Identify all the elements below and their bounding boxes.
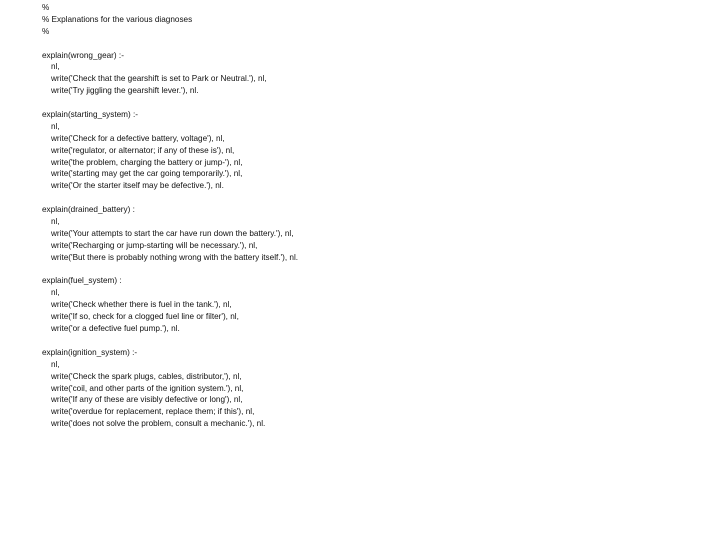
clause-body-line: write('Recharging or jump-starting will be necessary.'), nl,	[51, 240, 258, 250]
clause-body-line: write('If so, check for a clogged fuel line or filter'), nl,	[51, 312, 239, 322]
clause-head: explain(starting_system) :-	[42, 110, 139, 120]
clause-body-line: write('Check that the gearshift is set to Park or Neutral.'), nl,	[51, 74, 267, 84]
clause-body-line: write('But there is probably nothing wrong with the battery itself.'), nl.	[51, 252, 299, 262]
clause-body-line: write('regulator, or alternator; if any of these is'), nl,	[51, 145, 235, 155]
blank-line	[42, 264, 298, 276]
clause-head: explain(drained_battery) :	[42, 205, 135, 215]
clause-body-line: nl,	[51, 359, 60, 369]
clause-body-line: write('Check whether there is fuel in the tank.'), nl,	[51, 300, 232, 310]
clause-head: explain(fuel_system) :	[42, 276, 122, 286]
clause-body-line: write('Your attempts to start the car have run down the battery.'), nl,	[51, 228, 294, 238]
clause-body-line: write('If any of these are visibly defective or long'), nl,	[51, 395, 243, 405]
comment-line: %	[42, 26, 50, 36]
blank-line	[42, 192, 298, 204]
clause-fuel-system	[42, 275, 298, 334]
clause-body-line: nl,	[51, 62, 60, 72]
blank-line	[42, 335, 298, 347]
clause-body-line: write('the problem, charging the battery or jump-'), nl,	[51, 157, 243, 167]
clause-ignition-system	[42, 347, 298, 430]
prolog-source-listing	[42, 2, 298, 430]
clause-body-line: write('starting may get the car going temporarily.'), nl,	[51, 169, 243, 179]
clause-body-line: write('or a defective fuel pump.'), nl.	[51, 324, 180, 334]
clause-body-line: write('coil, and other parts of the ignition system.'), nl,	[51, 383, 244, 393]
blank-line	[42, 38, 298, 50]
blank-line	[42, 97, 298, 109]
clause-body-line: nl,	[51, 288, 60, 298]
clause-body-line: write('does not solve the problem, consult a mechanic.'), nl.	[51, 419, 266, 429]
clause-starting-system	[42, 109, 298, 192]
comment-line: % Explanations for the various diagnoses	[42, 14, 193, 24]
clause-wrong-gear	[42, 50, 298, 98]
clause-body-line: write('Try jiggling the gearshift lever.'), nl.	[51, 86, 199, 96]
comment-line: %	[42, 3, 50, 12]
clause-body-line: write('overdue for replacement, replace them; if this'), nl,	[51, 407, 255, 417]
clause-body-line: write('Or the starter itself may be defective.'), nl.	[51, 181, 224, 191]
clause-head: explain(ignition_system) :-	[42, 347, 138, 357]
clause-body-line: nl,	[51, 121, 60, 131]
clause-body-line: write('Check the spark plugs, cables, distributor,'), nl,	[51, 371, 242, 381]
clause-body-line: nl,	[51, 217, 60, 227]
clause-body-line: write('Check for a defective battery, voltage'), nl,	[51, 133, 225, 143]
clause-drained-battery	[42, 204, 298, 263]
clause-head: explain(wrong_gear) :-	[42, 50, 124, 60]
